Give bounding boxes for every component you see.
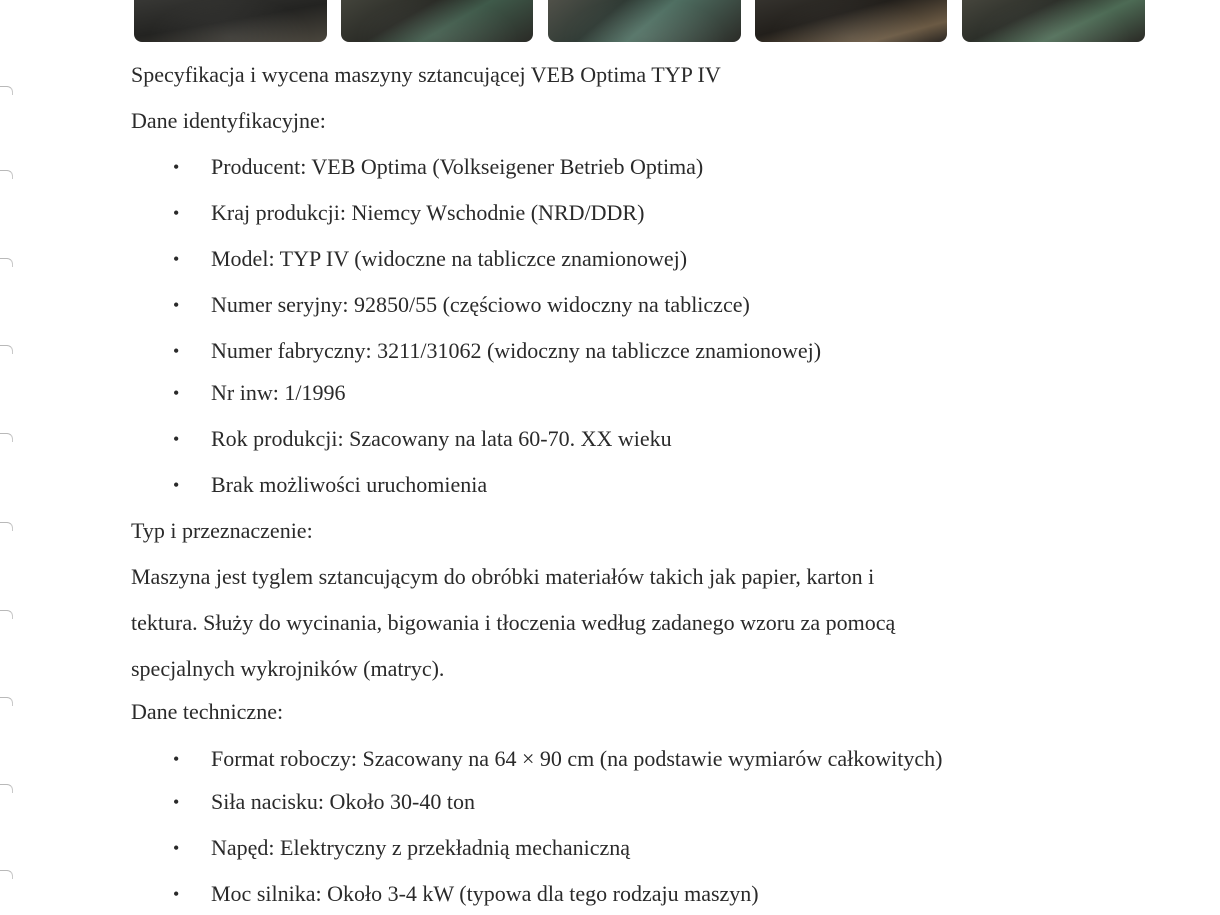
list-item [173, 290, 750, 320]
section-heading-technical: Dane techniczne: [131, 699, 284, 724]
list-item [173, 244, 688, 274]
list-item-text: Moc silnika: Około 3-4 kW (typowa dla tego rodzaju maszyn) [211, 881, 759, 906]
bullet-icon: • [173, 249, 180, 269]
margin-mark [0, 86, 13, 95]
bullet-icon: • [173, 884, 180, 904]
margin-mark [0, 170, 13, 179]
list-item [173, 833, 630, 863]
machine-photo-1 [134, 0, 327, 42]
list-item-text: Nr inw: 1/1996 [211, 380, 346, 405]
list-item [173, 336, 822, 366]
list-item [173, 152, 704, 182]
section-heading-purpose: Typ i przeznaczenie: [131, 518, 313, 543]
list-item-text: Format roboczy: Szacowany na 64 × 90 cm (na podstawie wymiarów całkowitych) [211, 746, 943, 771]
margin-mark [0, 697, 13, 706]
list-item-text: Model: TYP IV (widoczne na tabliczce znamionowej) [211, 246, 688, 271]
paragraph-line: Maszyna jest tyglem sztancującym do obróbki materiałów takich jak papier, karton i [131, 564, 875, 589]
list-item-text: Rok produkcji: Szacowany na lata 60-70. XX wieku [211, 426, 672, 451]
bullet-icon: • [173, 295, 180, 315]
scan-margin-marks [0, 0, 14, 915]
list-item-text: Numer seryjny: 92850/55 (częściowo widoczny na tabliczce) [211, 292, 750, 317]
machine-photo-3 [548, 0, 741, 42]
paragraph-line: tektura. Służy do wycinania, bigowania i tłoczenia według zadanego wzoru za pomocą [131, 610, 896, 635]
list-item [173, 378, 346, 408]
machine-photo-5 [962, 0, 1145, 42]
list-item-text: Numer fabryczny: 3211/31062 (widoczny na tabliczce znamionowej) [211, 338, 822, 363]
bullet-icon: • [173, 157, 180, 177]
list-item-text: Brak możliwości uruchomienia [211, 472, 488, 497]
list-item [173, 787, 475, 817]
margin-mark [0, 345, 13, 354]
list-item-text: Siła nacisku: Około 30-40 ton [211, 789, 475, 814]
margin-mark [0, 610, 13, 619]
bullet-icon: • [173, 749, 180, 769]
bullet-icon: • [173, 475, 180, 495]
list-item [173, 879, 759, 909]
document-title: Specyfikacja i wycena maszyny sztancującej VEB Optima TYP IV [131, 62, 721, 87]
list-item [173, 470, 488, 500]
list-item [173, 198, 645, 228]
bullet-icon: • [173, 429, 180, 449]
machine-photo-4 [755, 0, 947, 42]
paragraph-line: specjalnych wykrojników (matryc). [131, 656, 445, 681]
bullet-icon: • [173, 383, 180, 403]
margin-mark [0, 433, 13, 442]
bullet-icon: • [173, 203, 180, 223]
list-item [173, 744, 943, 774]
margin-mark [0, 522, 13, 531]
machine-photo-2 [341, 0, 533, 42]
section-heading-identification: Dane identyfikacyjne: [131, 108, 326, 133]
photo-strip [0, 0, 1220, 44]
bullet-icon: • [173, 341, 180, 361]
margin-mark [0, 870, 13, 879]
margin-mark [0, 784, 13, 793]
list-item-text: Producent: VEB Optima (Volkseigener Betrieb Optima) [211, 154, 704, 179]
margin-mark [0, 258, 13, 267]
list-item-text: Kraj produkcji: Niemcy Wschodnie (NRD/DDR) [211, 200, 645, 225]
bullet-icon: • [173, 838, 180, 858]
list-item [173, 424, 672, 454]
bullet-icon: • [173, 792, 180, 812]
list-item-text: Napęd: Elektryczny z przekładnią mechaniczną [211, 835, 630, 860]
